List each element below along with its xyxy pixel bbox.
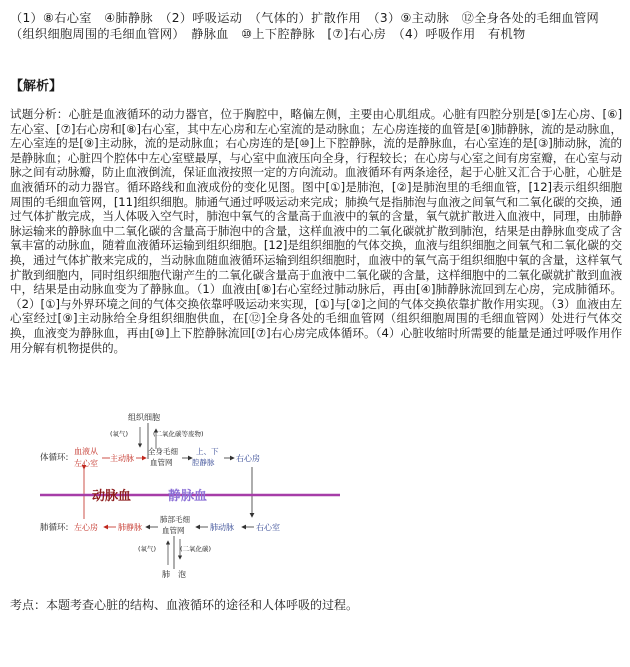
answer-text: （1）⑧右心室 ④肺静脉 （2）呼吸运动 （气体的）扩散作用 （3）⑨主动脉 ⑫全身各处的毛细血管网（组织细胞周围的毛细血管网） 静脉血 ⑩上下腔静脉 [⑦]右心房 （4）呼吸作用 有机物 bbox=[10, 11, 599, 41]
pulmonary-artery-label: 肺动脉 bbox=[210, 523, 234, 532]
o2-label-top: (氧气) bbox=[110, 430, 129, 438]
tissue-cells-label: 组织细胞 bbox=[128, 413, 160, 422]
co2-label-top: (二氧化碳等废物) bbox=[153, 430, 204, 438]
right-ventricle-label: 右心室 bbox=[256, 523, 280, 532]
o2-label-bottom: (氧气) bbox=[138, 545, 157, 553]
left-atrium-label: 左心房 bbox=[74, 523, 98, 532]
kaodian-text: 考点：本题考查心脏的结构、血液循环的途径和人体呼吸的过程。 bbox=[10, 598, 359, 612]
left-ventricle-label: 左心室 bbox=[74, 459, 98, 468]
systemic-label: 体循环: bbox=[40, 453, 69, 463]
analysis-text: 试题分析：心脏是血液循环的动力器官，位于胸腔中，略偏左侧，主要由心肌组成。心脏有四腔分别是[⑤]左心房、[⑥]左心室、[⑦]右心房和[⑧]右心室，其中左心房和左心室流的是动脉血；左心房连接的血管是[④]肺静脉，流的是动脉血，左心室连的是[⑨]主动脉，流的是动脉血；右心房连的是[⑩]上下腔静脉，流的是静脉血，右心室连的是[③]肺动脉，流的是静脉血；心脏四个腔体中左心室壁最厚，与心室中血液压向全身，行程较长；在心房与心室之间有房室瓣，在心室与动脉之间有动脉瓣，防止血液倒流，保证血液按照一定的方向流动。血液循环有两条途径，起于心脏又汇合于心脏，心脏是血液循环的动力器官。循环路线和血液成份的变化见图。图中[①]是肺泡，[②]是肺泡里的毛细血管，[12]表示组织细胞周围的毛细血管网，[11]组织细胞。肺通气通过呼吸运动来完成；肺换气是指肺泡与血液之间氧气和二氧化碳的交换，通过气体扩散完成，当人体吸入空气时，肺泡中氧气的含量高于血液中的氧的含量，氧气就扩散进入血液中，同理，由肺静脉运输来的静脉血中二氧化碳的含量高于肺泡中的含量，这样血液中的二氧化碳就扩散到肺泡，结果是由静脉血变成了含氧丰富的动脉血，随着血液循环运输到组织细胞。[12]是组织细胞的气体交换，血液与组织细胞之间氧气和二氧化碳的交换，通过气体扩散来完成的，当动脉血随血液循环运输到组织细胞时，血液中的氧气高于组织细胞中氧的含量，这样氧气扩散到细胞内，同时组织细胞代谢产生的二氧化碳含量高于血液中二氧化碳的含量，这样细胞中的二氧化碳就扩散到血液中，结果是由动脉血变为了静脉血。（1）血液由[⑧]右心室经过肺动脉后，再由[④]肺静脉流回到左心房，完成肺循环。（2）[①]与外界环境之间的气体交换依靠呼吸运动来实现，[①]与[②]之间的气体交换依靠扩散作用实现。（3）血液由左心室经过[⑨]主动脉给全身组织细胞供血，在[⑫]全身各处的毛细血管网（组织细胞周围的毛细血管网）处进行气体交换，血液变为静脉血，再由[⑩]上下腔静脉流回[⑦]右心房完成体循环。（4）心脏收缩时所需要的能量是通过呼吸作用作用分解有机物提供的。 bbox=[10, 107, 622, 355]
co2-label-bottom: (二氧化碳) bbox=[180, 545, 212, 553]
vena-cava-label-1: 上、下 bbox=[196, 447, 219, 456]
venous-blood-label: 静脉血 bbox=[168, 489, 208, 504]
lung-cap-label-2: 血管网 bbox=[162, 526, 185, 535]
systemic-cap-label-2: 血管网 bbox=[150, 458, 173, 467]
alveoli-label: 肺 泡 bbox=[162, 570, 186, 579]
blood-circulation-diagram bbox=[40, 409, 340, 579]
vena-cava-label-2: 腔静脉 bbox=[192, 458, 215, 467]
pulmonary-vein-label: 肺静脉 bbox=[118, 523, 142, 532]
analysis-heading: 【解析】 bbox=[10, 79, 63, 94]
pulmonary-label: 肺循环: bbox=[40, 523, 69, 533]
lung-cap-label-1: 肺部毛细 bbox=[160, 515, 190, 524]
aorta-label: 主动脉 bbox=[110, 454, 134, 463]
right-atrium-label: 右心房 bbox=[236, 454, 260, 463]
blood-from-label: 血液从 bbox=[74, 447, 98, 456]
systemic-cap-label-1: 全身毛细 bbox=[148, 447, 178, 456]
arterial-blood-label: 动脉血 bbox=[92, 489, 132, 504]
